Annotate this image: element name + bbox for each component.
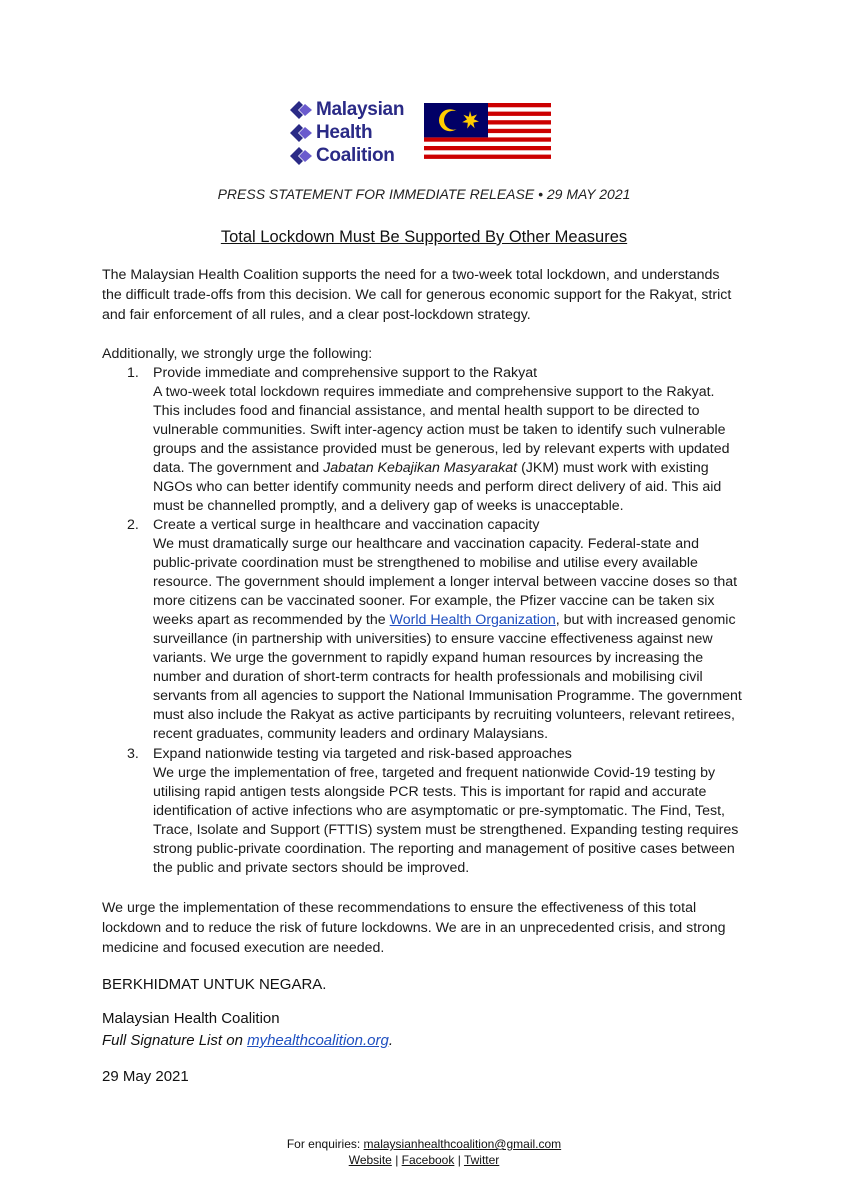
coalition-logo (290, 98, 420, 168)
logo-line-1 (290, 98, 420, 121)
footer-enquiries: For enquiries: malaysianhealthcoalition@gmail.com (286, 1137, 562, 1151)
motto: BERKHIDMAT UNTUK NEGARA. (102, 976, 327, 993)
website-link[interactable]: Website (348, 1153, 392, 1167)
who-link[interactable]: World Health Organization (389, 612, 556, 628)
malaysia-flag-icon (424, 103, 551, 163)
footer-links (0, 1153, 848, 1167)
item-body: We must dramatically surge our healthcare and vaccination capacity. Federal-state and public-private coordination must be strengthened to mobilise and utilise every available resource. The government should implement a longer interval between vaccine doses so that more citizens can be vaccinated sooner. For example, the Pfizer vaccine can be taken six weeks apart as recommended by the World Health Organization, but with increased genomic surveillance (in partnership with universities) to ensure vaccine effectiveness against new variants. We urge the government to rapidly expand human resources by increasing the number and duration of short-term contracts for health professionals and mobilising civil servants from all agencies to support the National Immunisation Programme. The government must also include the Rakyat as active participants by recruiting volunteers, relevant retirees, recent graduates, community leaders and ordinary Malaysians. (153, 536, 742, 742)
italic-term: Jabatan Kebajikan Masyarakat (323, 460, 518, 476)
separator: | (457, 1153, 461, 1167)
item-heading: Create a vertical surge in healthcare and vaccination capacity (153, 517, 540, 533)
intro-paragraph: The Malaysian Health Coalition supports the need for a two-week total lockdown, and understands the difficult trade-offs from this decision. We call for generous economic support for the Rakyat, strict and fair enforcement of all rules, and a clear post-lockdown strategy. (102, 267, 732, 323)
logo-text-health: Health (316, 122, 373, 143)
item-body: We urge the implementation of free, targeted and frequent nationwide Covid-19 testing by utilising rapid antigen tests alongside PCR tests. This is important for rapid and accurate identification of active infections who are asymptomatic or pre-symptomatic. The Find, Test, Trace, Isolate and Support (FTTIS) system must be strengthened. Expanding testing requires strong public-private coordination. The reporting and management of positive cases between the public and private sectors should be improved. (153, 765, 739, 876)
item-heading: Provide immediate and comprehensive support to the Rakyat (153, 365, 538, 381)
facebook-link[interactable]: Facebook (401, 1153, 455, 1167)
item-heading: Expand nationwide testing via targeted and risk-based approaches (153, 746, 572, 762)
statement-date: 29 May 2021 (102, 1068, 189, 1085)
logo-text-coalition: Coalition (316, 145, 395, 166)
separator: | (395, 1153, 399, 1167)
email-link[interactable]: malaysianhealthcoalition@gmail.com (363, 1137, 562, 1151)
signature-list-link[interactable]: myhealthcoalition.org (247, 1032, 389, 1049)
logo-text-malaysian: Malaysian (316, 99, 405, 120)
list-number: 3. (127, 746, 139, 762)
logo-diamond-icon (290, 147, 312, 165)
list-number: 1. (127, 365, 139, 381)
logo-diamond-icon (290, 101, 312, 119)
logo-line-2 (290, 121, 420, 144)
list-item (127, 516, 742, 744)
release-line: PRESS STATEMENT FOR IMMEDIATE RELEASE • 29 MAY 2021 (217, 186, 631, 202)
list-item (127, 364, 742, 516)
signature-list: Full Signature List on myhealthcoalition.org. (102, 1032, 393, 1049)
signatory-name: Malaysian Health Coalition (102, 1010, 280, 1027)
twitter-link[interactable]: Twitter (463, 1153, 500, 1167)
list-item (127, 745, 742, 878)
logo-diamond-icon (290, 124, 312, 142)
item-body: A two-week total lockdown requires immediate and comprehensive support to the Rakyat. This includes food and financial assistance, and mental health support to be directed to vulnerable communities. Swift inter-agency action must be taken to identify such vulnerable groups and the assistance provided must be generous, led by relevant experts with updated data. The government and Jabatan Kebajikan Masyarakat (JKM) must work with existing NGOs who can better identify community needs and perform direct delivery of aid. This aid must be channelled promptly, and a delivery gap of weeks is unacceptable. (153, 384, 730, 514)
logo-line-3 (290, 144, 420, 167)
page-title: Total Lockdown Must Be Supported By Other Measures (220, 228, 628, 246)
urge-intro: Additionally, we strongly urge the following: (102, 346, 373, 362)
closing-paragraph: We urge the implementation of these recommendations to ensure the effectiveness of this total lockdown and to reduce the risk of future lockdowns. We are in an unprecedented crisis, and strong medicine and focused execution are needed. (102, 900, 726, 956)
list-number: 2. (127, 517, 139, 533)
